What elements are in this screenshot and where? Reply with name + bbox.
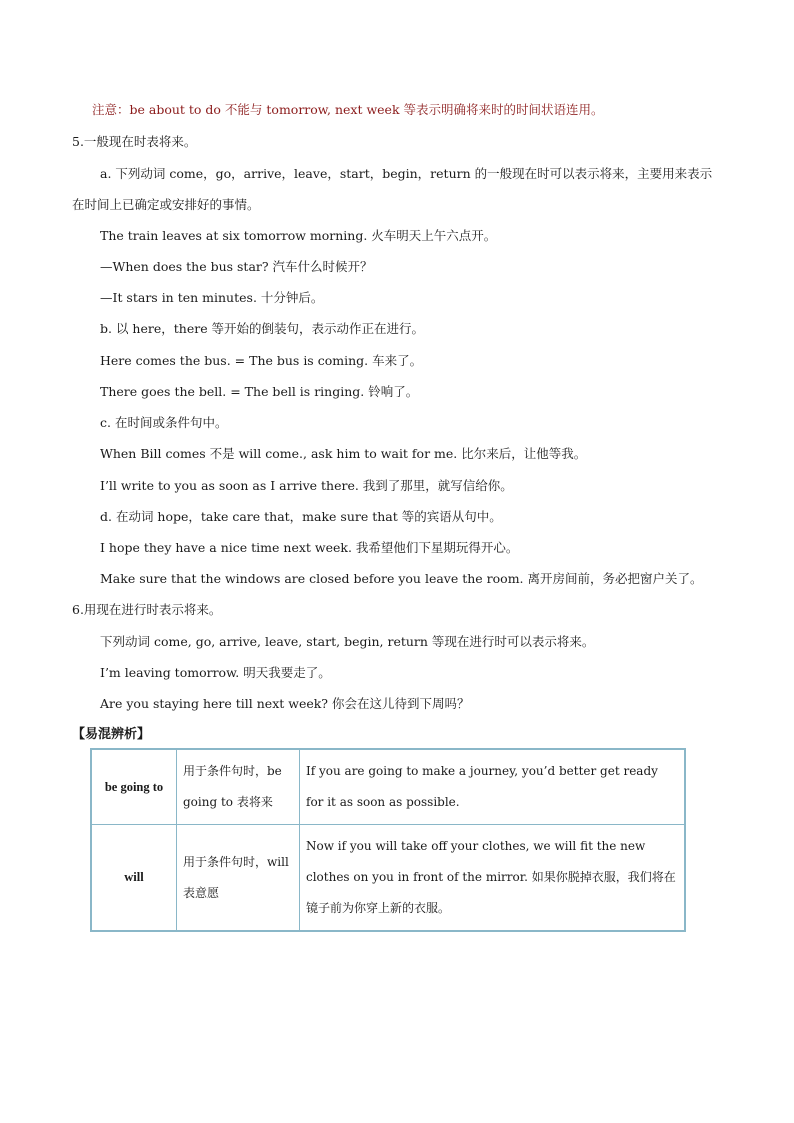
table-cell-example: Now if you will take off your clothes, we will fit the new clothes on you in front of the mirror. 如果你脱掉衣服，我们将在镜子前为你穿上新的衣服。	[300, 825, 686, 932]
example-sentence: The train leaves at six tomorrow morning. 火车明天上午六点开。	[100, 228, 497, 243]
section-5a-line2: 在时间上已确定或安排好的事情。	[72, 197, 260, 212]
table-cell-usage: 用于条件句时，will 表意愿	[177, 825, 300, 932]
example-sentence: There goes the bell. = The bell is ringing. 铃响了。	[100, 384, 419, 399]
table-row	[91, 749, 685, 825]
section-5a-line1: a. 下列动词 come，go，arrive，leave，start，begin，return 的一般现在时可以表示将来，主要用来表示	[100, 166, 713, 181]
table-cell-example: If you are going to make a journey, you’d better get ready for it as soon as possible.	[300, 749, 686, 825]
table-cell-usage: 用于条件句时，be going to 表将来	[177, 749, 300, 825]
example-sentence: Here comes the bus. = The bus is coming. 车来了。	[100, 353, 423, 368]
section-6-title: 6.用现在进行时表示将来。	[72, 602, 222, 617]
section-5d-text: d. 在动词 hope，take care that，make sure that 等的宾语从句中。	[100, 509, 502, 524]
example-sentence: —It stars in ten minutes. 十分钟后。	[100, 290, 324, 305]
example-sentence: I’m leaving tomorrow. 明天我要走了。	[100, 665, 331, 680]
table-cell-term: will	[91, 825, 177, 932]
confusion-section-title: 【易混辨析】	[72, 727, 151, 742]
example-sentence: —When does the bus star? 汽车什么时候开？	[100, 259, 373, 274]
example-sentence: I hope they have a nice time next week. 我希望他们下星期玩得开心。	[100, 540, 519, 555]
example-sentence: When Bill comes 不是 will come., ask him to wait for me. 比尔来后，让他等我。	[100, 446, 587, 461]
example-sentence: Are you staying here till next week? 你会在这儿待到下周吗？	[100, 696, 470, 711]
table-row	[91, 825, 685, 932]
section-5b-text: b. 以 here，there 等开始的倒装句，表示动作正在进行。	[100, 321, 425, 336]
table-cell-term: be going to	[91, 749, 177, 825]
example-sentence: I’ll write to you as soon as I arrive there. 我到了那里，就写信给你。	[100, 478, 513, 493]
example-sentence: Make sure that the windows are closed before you leave the room. 离开房间前，务必把窗户关了。	[100, 571, 703, 586]
section-5c-text: c. 在时间或条件句中。	[100, 415, 228, 430]
section-6-desc: 下列动词 come, go, arrive, leave, start, begin, return 等现在进行时可以表示将来。	[100, 634, 595, 649]
note-text: 注意：be about to do 不能与 tomorrow, next week 等表示明确将来时的时间状语连用。	[92, 102, 604, 117]
comparison-table	[90, 748, 686, 932]
section-5-title: 5.一般现在时表将来。	[72, 134, 197, 149]
